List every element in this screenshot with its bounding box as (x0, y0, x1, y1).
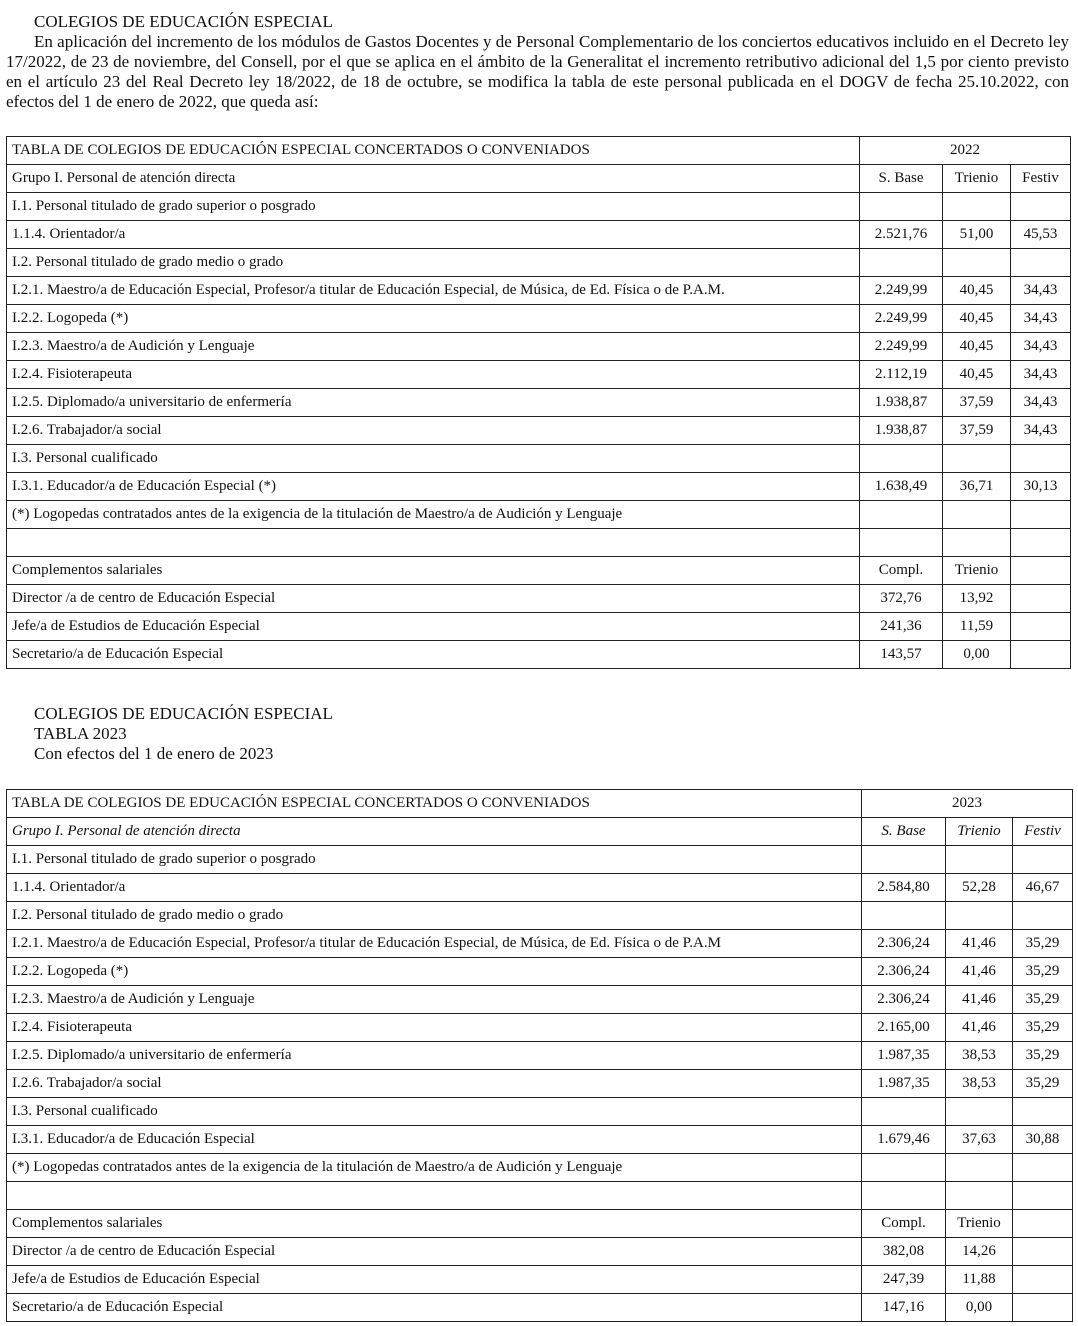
base-salary-cell: 2.165,00 (862, 1014, 946, 1042)
festiv-cell: 34,43 (1011, 417, 1071, 445)
table-row (7, 529, 1071, 557)
festiv-cell (1011, 585, 1071, 613)
base-salary-cell: 1.938,87 (860, 389, 943, 417)
base-salary-cell: Compl. (862, 1210, 946, 1238)
table-row (7, 846, 1073, 874)
row-label: I.2.4. Fisioterapeuta (7, 361, 860, 389)
festiv-cell: 35,29 (1013, 1070, 1073, 1098)
base-salary-cell (862, 1182, 946, 1210)
base-salary-cell (862, 1098, 946, 1126)
festiv-cell: 46,67 (1013, 874, 1073, 902)
festiv-cell: Festiv (1013, 818, 1073, 846)
base-salary-cell: Compl. (860, 557, 943, 585)
festiv-cell (1013, 1294, 1073, 1322)
table-row (7, 1294, 1073, 1322)
base-salary-cell: 247,39 (862, 1266, 946, 1294)
column-header-row (7, 165, 1071, 193)
row-label: Complementos salariales (7, 557, 860, 585)
festiv-cell: 34,43 (1011, 305, 1071, 333)
trienio-cell (943, 445, 1011, 473)
trienio-cell: 37,59 (943, 389, 1011, 417)
trienio-cell: 0,00 (943, 641, 1011, 669)
festiv-cell: 35,29 (1013, 1042, 1073, 1070)
table-row (7, 613, 1071, 641)
row-label: I.1. Personal titulado de grado superior o posgrado (7, 846, 862, 874)
row-label: Secretario/a de Educación Especial (7, 1294, 862, 1322)
base-salary-cell: 1.638,49 (860, 473, 943, 501)
row-label: Grupo I. Personal de atención directa (7, 818, 862, 846)
base-salary-cell: 143,57 (860, 641, 943, 669)
base-salary-cell: 1.679,46 (862, 1126, 946, 1154)
festiv-cell (1013, 1154, 1073, 1182)
trienio-cell: 38,53 (946, 1042, 1013, 1070)
section-title: COLEGIOS DE EDUCACIÓN ESPECIAL (34, 704, 333, 723)
table-row (7, 1126, 1073, 1154)
festiv-cell: 45,53 (1011, 221, 1071, 249)
festiv-cell: 35,29 (1013, 986, 1073, 1014)
row-label: I.2.2. Logopeda (*) (7, 305, 860, 333)
base-salary-cell: 2.249,99 (860, 305, 943, 333)
row-label: Director /a de centro de Educación Especial (7, 585, 860, 613)
festiv-cell: 35,29 (1013, 930, 1073, 958)
row-label: I.2.3. Maestro/a de Audición y Lenguaje (7, 333, 860, 361)
festiv-cell: 34,43 (1011, 277, 1071, 305)
trienio-cell (943, 501, 1011, 529)
base-salary-cell: 241,36 (860, 613, 943, 641)
row-label: I.2.2. Logopeda (*) (7, 958, 862, 986)
table-title: TABLA DE COLEGIOS DE EDUCACIÓN ESPECIAL CONCERTADOS O CONVENIADOS (7, 790, 862, 818)
table-row (7, 557, 1071, 585)
row-label: I.2.1. Maestro/a de Educación Especial, Profesor/a titular de Educación Especial, de Música, de Ed. Física o de P.A.M. (7, 277, 860, 305)
trienio-cell (943, 249, 1011, 277)
row-label: I.2.5. Diplomado/a universitario de enfermería (7, 389, 860, 417)
base-salary-cell (860, 249, 943, 277)
trienio-cell (946, 1098, 1013, 1126)
table-row (7, 930, 1073, 958)
trienio-cell: 13,92 (943, 585, 1011, 613)
table-row (7, 417, 1071, 445)
trienio-cell: 40,45 (943, 305, 1011, 333)
base-salary-cell: 2.249,99 (860, 277, 943, 305)
base-salary-cell (862, 1154, 946, 1182)
base-salary-cell: 2.112,19 (860, 361, 943, 389)
festiv-cell (1013, 846, 1073, 874)
trienio-cell (946, 846, 1013, 874)
trienio-cell: 40,45 (943, 361, 1011, 389)
table-row (7, 1042, 1073, 1070)
table-row (7, 445, 1071, 473)
festiv-cell: Festiv (1011, 165, 1071, 193)
table-row (7, 501, 1071, 529)
table-row (7, 1238, 1073, 1266)
base-salary-cell (862, 902, 946, 930)
trienio-cell: 11,88 (946, 1266, 1013, 1294)
base-salary-cell: 1.987,35 (862, 1042, 946, 1070)
base-salary-cell (860, 501, 943, 529)
festiv-cell (1013, 1238, 1073, 1266)
table-row (7, 1182, 1073, 1210)
base-salary-cell: 2.584,80 (862, 874, 946, 902)
festiv-cell (1011, 193, 1071, 221)
trienio-cell: 41,46 (946, 958, 1013, 986)
table-row (7, 585, 1071, 613)
trienio-cell: 40,45 (943, 333, 1011, 361)
base-salary-cell: 2.306,24 (862, 986, 946, 1014)
festiv-cell (1011, 501, 1071, 529)
row-label: I.3.1. Educador/a de Educación Especial (*) (7, 473, 860, 501)
festiv-cell: 30,88 (1013, 1126, 1073, 1154)
trienio-cell (946, 902, 1013, 930)
row-label (7, 529, 860, 557)
trienio-cell: 40,45 (943, 277, 1011, 305)
trienio-cell: 37,59 (943, 417, 1011, 445)
row-label: Grupo I. Personal de atención directa (7, 165, 860, 193)
trienio-cell: 52,28 (946, 874, 1013, 902)
row-label: I.3. Personal cualificado (7, 445, 860, 473)
festiv-cell (1011, 641, 1071, 669)
base-salary-cell: 2.521,76 (860, 221, 943, 249)
festiv-cell (1011, 445, 1071, 473)
trienio-cell: 41,46 (946, 1014, 1013, 1042)
table-row (7, 333, 1071, 361)
row-label: Secretario/a de Educación Especial (7, 641, 860, 669)
trienio-cell: 41,46 (946, 986, 1013, 1014)
trienio-cell: Trienio (943, 165, 1011, 193)
festiv-cell (1011, 613, 1071, 641)
effect-date: Con efectos del 1 de enero de 2023 (34, 744, 274, 763)
salary-table-2023 (6, 789, 1073, 1322)
table-row (7, 958, 1073, 986)
row-label: (*) Logopedas contratados antes de la exigencia de la titulación de Maestro/a de Audición y Lenguaje (7, 1154, 862, 1182)
trienio-cell: 37,63 (946, 1126, 1013, 1154)
festiv-cell (1013, 1182, 1073, 1210)
festiv-cell (1013, 1210, 1073, 1238)
trienio-cell: 41,46 (946, 930, 1013, 958)
table-row (7, 277, 1071, 305)
row-label: (*) Logopedas contratados antes de la exigencia de la titulación de Maestro/a de Audición y Lenguaje (7, 501, 860, 529)
trienio-cell: Trienio (946, 1210, 1013, 1238)
festiv-cell (1011, 529, 1071, 557)
row-label: I.2.4. Fisioterapeuta (7, 1014, 862, 1042)
table-row (7, 902, 1073, 930)
festiv-cell: 34,43 (1011, 389, 1071, 417)
row-label: I.1. Personal titulado de grado superior o posgrado (7, 193, 860, 221)
salary-table-2022 (6, 136, 1071, 669)
base-salary-cell (860, 193, 943, 221)
base-salary-cell (860, 529, 943, 557)
row-label: I.3. Personal cualificado (7, 1098, 862, 1126)
table-row (7, 1154, 1073, 1182)
base-salary-cell: 372,76 (860, 585, 943, 613)
table-row (7, 193, 1071, 221)
festiv-cell (1011, 249, 1071, 277)
row-label: 1.1.4. Orientador/a (7, 221, 860, 249)
row-label: 1.1.4. Orientador/a (7, 874, 862, 902)
table-row (7, 305, 1071, 333)
table-title: TABLA DE COLEGIOS DE EDUCACIÓN ESPECIAL CONCERTADOS O CONVENIADOS (7, 137, 860, 165)
festiv-cell: 34,43 (1011, 361, 1071, 389)
table-row (7, 1070, 1073, 1098)
section-title: COLEGIOS DE EDUCACIÓN ESPECIAL (34, 12, 333, 31)
base-salary-cell: S. Base (862, 818, 946, 846)
festiv-cell (1013, 1266, 1073, 1294)
festiv-cell: 35,29 (1013, 958, 1073, 986)
intro-paragraph: En aplicación del incremento de los módulos de Gastos Docentes y de Personal Complementario de los conciertos educativos incluido en el Decreto ley 17/2022, de 23 de noviembre, del Consell, por el que se aplica en el ámbito de la Generalitat el incremento retributivo adicional del 1,5 por ciento previsto en el artículo 23 del Real Decreto ley 18/2022, de 18 de octubre, se modifica la tabla de este personal publicada en el DOGV de fecha 25.10.2022, con efectos del 1 de enero de 2022, que queda así: (6, 32, 1069, 111)
row-label: I.3.1. Educador/a de Educación Especial (7, 1126, 862, 1154)
trienio-cell (946, 1182, 1013, 1210)
row-label: Jefe/a de Estudios de Educación Especial (7, 1266, 862, 1294)
row-label: I.2. Personal titulado de grado medio o grado (7, 249, 860, 277)
table-row (7, 874, 1073, 902)
row-label: I.2.1. Maestro/a de Educación Especial, Profesor/a titular de Educación Especial, de Música, de Ed. Física o de P.A.M (7, 930, 862, 958)
base-salary-cell: 1.938,87 (860, 417, 943, 445)
trienio-cell: 36,71 (943, 473, 1011, 501)
base-salary-cell: 382,08 (862, 1238, 946, 1266)
table-row (7, 361, 1071, 389)
trienio-cell (943, 193, 1011, 221)
section-subtitle: TABLA 2023 (34, 724, 127, 743)
trienio-cell: Trienio (946, 818, 1013, 846)
festiv-cell (1011, 557, 1071, 585)
table-row (7, 1266, 1073, 1294)
table-row (7, 473, 1071, 501)
column-header-row (7, 818, 1073, 846)
year-header: 2022 (860, 137, 1071, 165)
base-salary-cell: 2.249,99 (860, 333, 943, 361)
row-label: Jefe/a de Estudios de Educación Especial (7, 613, 860, 641)
trienio-cell: 38,53 (946, 1070, 1013, 1098)
row-label: I.2. Personal titulado de grado medio o grado (7, 902, 862, 930)
table-row (7, 221, 1071, 249)
base-salary-cell: 2.306,24 (862, 930, 946, 958)
festiv-cell (1013, 1098, 1073, 1126)
row-label: I.2.3. Maestro/a de Audición y Lenguaje (7, 986, 862, 1014)
table-row (7, 1210, 1073, 1238)
trienio-cell: 11,59 (943, 613, 1011, 641)
trienio-cell: Trienio (943, 557, 1011, 585)
table-row (7, 1014, 1073, 1042)
festiv-cell: 34,43 (1011, 333, 1071, 361)
trienio-cell: 14,26 (946, 1238, 1013, 1266)
row-label: I.2.5. Diplomado/a universitario de enfermería (7, 1042, 862, 1070)
festiv-cell: 35,29 (1013, 1014, 1073, 1042)
trienio-cell: 0,00 (946, 1294, 1013, 1322)
trienio-cell (943, 529, 1011, 557)
row-label: I.2.6. Trabajador/a social (7, 417, 860, 445)
row-label: I.2.6. Trabajador/a social (7, 1070, 862, 1098)
base-salary-cell: 2.306,24 (862, 958, 946, 986)
table-row (7, 641, 1071, 669)
table-row (7, 389, 1071, 417)
base-salary-cell (862, 846, 946, 874)
base-salary-cell: 1.987,35 (862, 1070, 946, 1098)
row-label (7, 1182, 862, 1210)
trienio-cell: 51,00 (943, 221, 1011, 249)
festiv-cell (1013, 902, 1073, 930)
row-label: Complementos salariales (7, 1210, 862, 1238)
row-label: Director /a de centro de Educación Especial (7, 1238, 862, 1266)
trienio-cell (946, 1154, 1013, 1182)
base-salary-cell (860, 445, 943, 473)
festiv-cell: 30,13 (1011, 473, 1071, 501)
base-salary-cell: S. Base (860, 165, 943, 193)
table-row (7, 986, 1073, 1014)
table-row (7, 1098, 1073, 1126)
year-header: 2023 (862, 790, 1073, 818)
base-salary-cell: 147,16 (862, 1294, 946, 1322)
table-row (7, 249, 1071, 277)
